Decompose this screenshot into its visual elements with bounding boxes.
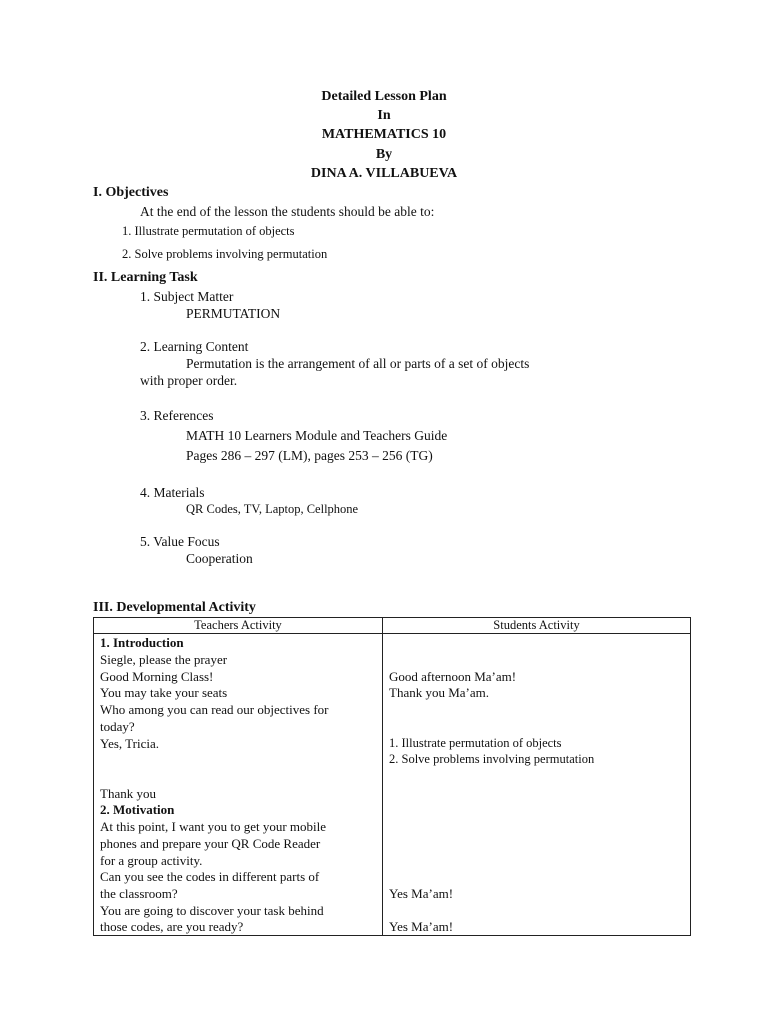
student-line: Yes Ma’am!	[389, 886, 454, 901]
subject-matter-value: PERMUTATION	[186, 306, 281, 321]
teacher-line: Who among you can read our objectives for	[100, 702, 329, 717]
teacher-line: 1. Introduction	[100, 635, 184, 650]
teacher-line: phones and prepare your QR Code Reader	[100, 836, 321, 851]
learning-content-line2: with proper order.	[140, 373, 238, 388]
developmental-heading: III. Developmental Activity	[93, 600, 256, 615]
student-line: Yes Ma’am!	[389, 919, 454, 934]
objective-item: 2. Solve problems involving permutation	[122, 247, 328, 261]
students-activity-cell	[383, 634, 691, 936]
learning-content-label: 2. Learning Content	[140, 339, 249, 354]
teacher-line: for a group activity.	[100, 853, 203, 868]
table-row	[94, 634, 691, 936]
table-header-row	[94, 618, 691, 634]
learning-task-heading: II. Learning Task	[93, 270, 198, 285]
materials-value: QR Codes, TV, Laptop, Cellphone	[186, 502, 359, 516]
teacher-line: Good Morning Class!	[100, 669, 214, 684]
teacher-line: You may take your seats	[100, 685, 228, 700]
doc-title: Detailed Lesson Plan	[321, 89, 447, 104]
column-header-students: Students Activity	[383, 618, 691, 634]
doc-subject: MATHEMATICS 10	[321, 127, 447, 142]
teachers-activity-cell	[94, 634, 383, 936]
teacher-line: You are going to discover your task behind	[100, 903, 324, 918]
teacher-line: those codes, are you ready?	[100, 919, 244, 934]
value-focus-label: 5. Value Focus	[140, 534, 220, 549]
value-focus-value: Cooperation	[186, 551, 253, 566]
column-header-teachers: Teachers Activity	[94, 618, 383, 634]
objective-item: 1. Illustrate permutation of objects	[122, 224, 295, 238]
teacher-line: Siegle, please the prayer	[100, 652, 228, 667]
teacher-line: Thank you	[100, 786, 156, 801]
teacher-line: the classroom?	[100, 886, 178, 901]
subject-matter-label: 1. Subject Matter	[140, 289, 234, 304]
references-line2: Pages 286 – 297 (LM), pages 253 – 256 (TG)	[186, 448, 433, 463]
student-line: Good afternoon Ma’am!	[389, 669, 517, 684]
references-label: 3. References	[140, 408, 214, 423]
learning-content-line1: Permutation is the arrangement of all or parts of a set of objects	[186, 356, 530, 371]
objectives-heading: I. Objectives	[93, 185, 169, 200]
student-line: Thank you Ma’am.	[389, 685, 490, 700]
student-line: 2. Solve problems involving permutation	[389, 752, 595, 766]
teacher-line: Yes, Tricia.	[100, 736, 160, 751]
teacher-line: At this point, I want you to get your mobile	[100, 819, 327, 834]
doc-author: DINA A. VILLABUEVA	[310, 166, 458, 181]
teacher-line: 2. Motivation	[100, 802, 175, 817]
materials-label: 4. Materials	[140, 485, 205, 500]
teacher-line: today?	[100, 719, 135, 734]
doc-in: In	[377, 108, 391, 123]
teacher-line: Can you see the codes in different parts of	[100, 869, 320, 884]
doc-by: By	[375, 147, 393, 162]
objectives-intro: At the end of the lesson the students should be able to:	[140, 204, 435, 219]
student-line: 1. Illustrate permutation of objects	[389, 736, 562, 750]
activity-table	[93, 617, 691, 936]
references-line1: MATH 10 Learners Module and Teachers Guide	[186, 428, 448, 443]
